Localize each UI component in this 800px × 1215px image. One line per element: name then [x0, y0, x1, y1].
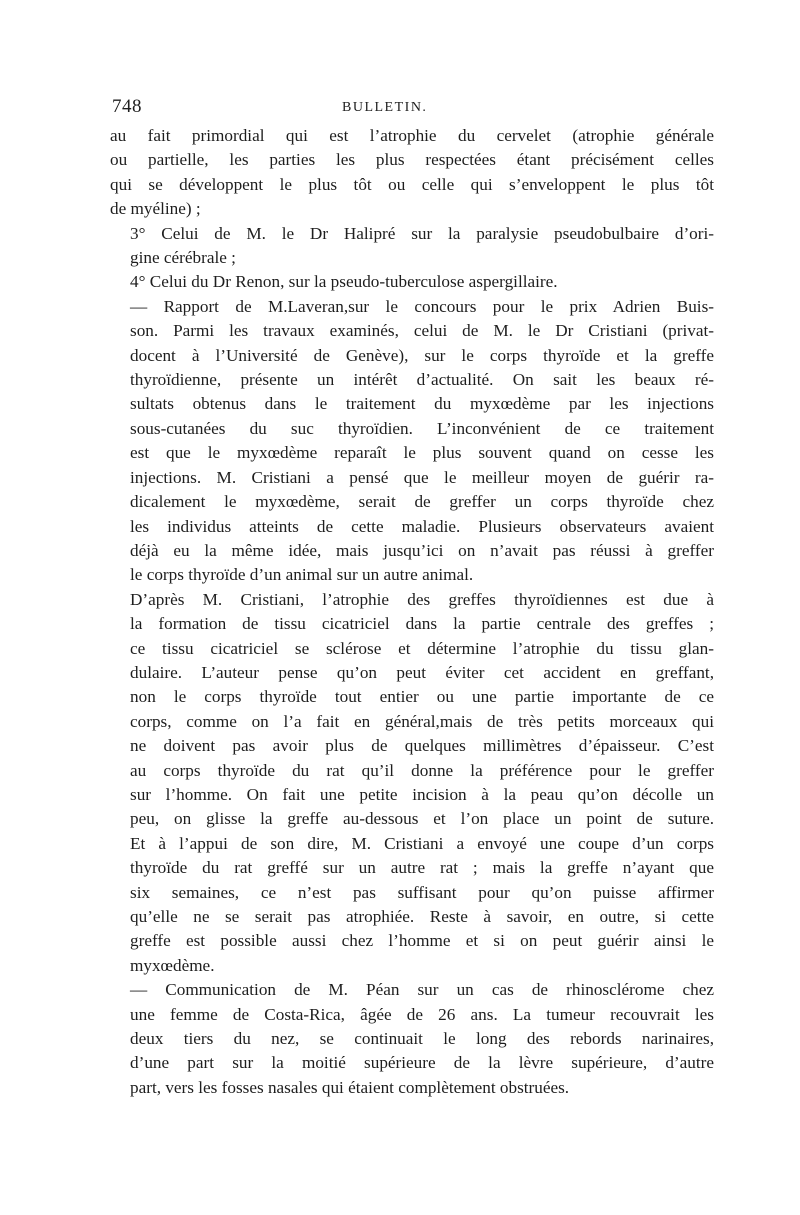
text-line: son. Parmi les travaux examinés, celui de M. le Dr Cristiani (privat- — [130, 321, 714, 341]
paragraph — [110, 588, 714, 979]
text-line: est que le myxœdème reparaît le plus souvent quand on cesse les — [130, 443, 714, 463]
text-line: qu’elle ne se serait pas atrophiée. Reste à savoir, en outre, si cette — [130, 907, 714, 926]
text-line: le corps thyroïde d’un animal sur un autre animal. — [130, 565, 474, 585]
text-line: sultats obtenus dans le traitement du myxœdème par les injections — [130, 394, 714, 414]
body-text — [110, 124, 714, 1100]
text-line: les individus atteints de cette maladie. Plusieurs observateurs avaient — [130, 516, 714, 536]
text-line: au fait primordial qui est l’atrophie du cervelet (atrophie générale — [110, 126, 714, 145]
text-line: ce tissu cicatriciel se sclérose et détermine l’atrophie du tissu glan- — [130, 638, 714, 658]
text-line: myxœdème. — [130, 955, 215, 975]
text-line: — Rapport de M.Laveran,sur le concours pour le prix Adrien Buis- — [130, 296, 714, 316]
text-line: thyroïdienne, présente un intérêt d’actualité. On sait les beaux ré- — [130, 370, 714, 390]
text-line: 3° Celui de M. le Dr Halipré sur la paralysie pseudobulbaire d’ori- — [130, 223, 714, 243]
paragraph — [110, 222, 714, 271]
text-line: peu, on glisse la greffe au-dessous et l’on place un point de suture. — [130, 809, 714, 829]
text-line: dulaire. L’auteur pense qu’on peut éviter cet accident en greffant, — [130, 662, 714, 682]
paragraph — [110, 124, 714, 222]
text-line: déjà eu la même idée, mais jusqu’ici on n’avait pas réussi à greffer — [130, 540, 714, 560]
document-page — [110, 92, 714, 1100]
text-line: d’une part sur la moitié supérieure de la lèvre supérieure, d’autre — [130, 1053, 714, 1073]
text-line: ou partielle, les parties les plus respectées étant précisément celles — [110, 150, 714, 170]
text-line: injections. M. Cristiani a pensé que le meilleur moyen de guérir ra- — [130, 467, 714, 487]
paragraph — [110, 295, 714, 588]
text-line: part, vers les fosses nasales qui étaient complètement obstruées. — [130, 1077, 570, 1097]
text-line: au corps thyroïde du rat qu’il donne la préférence pour le greffer — [130, 760, 714, 780]
page-header — [110, 92, 714, 124]
paragraph — [110, 978, 714, 1100]
text-line: corps, comme on l’a fait en général,mais de très petits morceaux qui — [130, 711, 714, 731]
text-line: gine cérébrale ; — [130, 248, 236, 268]
text-line: qui se développent le plus tôt ou celle qui s’enveloppent le plus tôt — [110, 174, 714, 194]
text-line: deux tiers du nez, se continuait le long des rebords narinaires, — [130, 1029, 714, 1049]
text-line: docent à l’Université de Genève), sur le corps thyroïde et la greffe — [130, 345, 714, 365]
text-line: la formation de tissu cicatriciel dans la partie centrale des greffes ; — [130, 614, 714, 634]
text-line: ne doivent pas avoir plus de quelques millimètres d’épaisseur. C’est — [130, 736, 714, 756]
text-line: 4° Celui du Dr Renon, sur la pseudo-tuberculose aspergillaire. — [130, 272, 558, 292]
text-line: D’après M. Cristiani, l’atrophie des greffes thyroïdiennes est due à — [130, 589, 714, 609]
page-number: 748 — [112, 96, 142, 117]
text-line: non le corps thyroïde tout entier ou une partie importante de ce — [130, 687, 714, 707]
text-line: dicalement le myxœdème, serait de greffer un corps thyroïde chez — [130, 492, 714, 512]
paragraph — [110, 270, 714, 294]
text-line: une femme de Costa-Rica, âgée de 26 ans. La tumeur recouvrait les — [130, 1004, 714, 1024]
text-line: — Communication de M. Péan sur un cas de rhinosclérome chez — [130, 980, 714, 1000]
text-line: Et à l’appui de son dire, M. Cristiani a envoyé une coupe d’un corps — [130, 833, 714, 853]
text-line: sous-cutanées du suc thyroïdien. L’inconvénient de ce traitement — [130, 418, 714, 438]
text-line: six semaines, ce n’est pas suffisant pour qu’on puisse affirmer — [130, 882, 714, 902]
text-line: thyroïde du rat greffé sur un autre rat ; mais la greffe n’ayant que — [130, 858, 714, 878]
text-line: de myéline) ; — [110, 199, 201, 219]
text-line: sur l’homme. On fait une petite incision à la peau qu’on décolle un — [130, 784, 714, 804]
text-line: greffe est possible aussi chez l’homme et si on peut guérir ainsi le — [130, 931, 714, 951]
running-head: BULLETIN. — [342, 100, 428, 115]
